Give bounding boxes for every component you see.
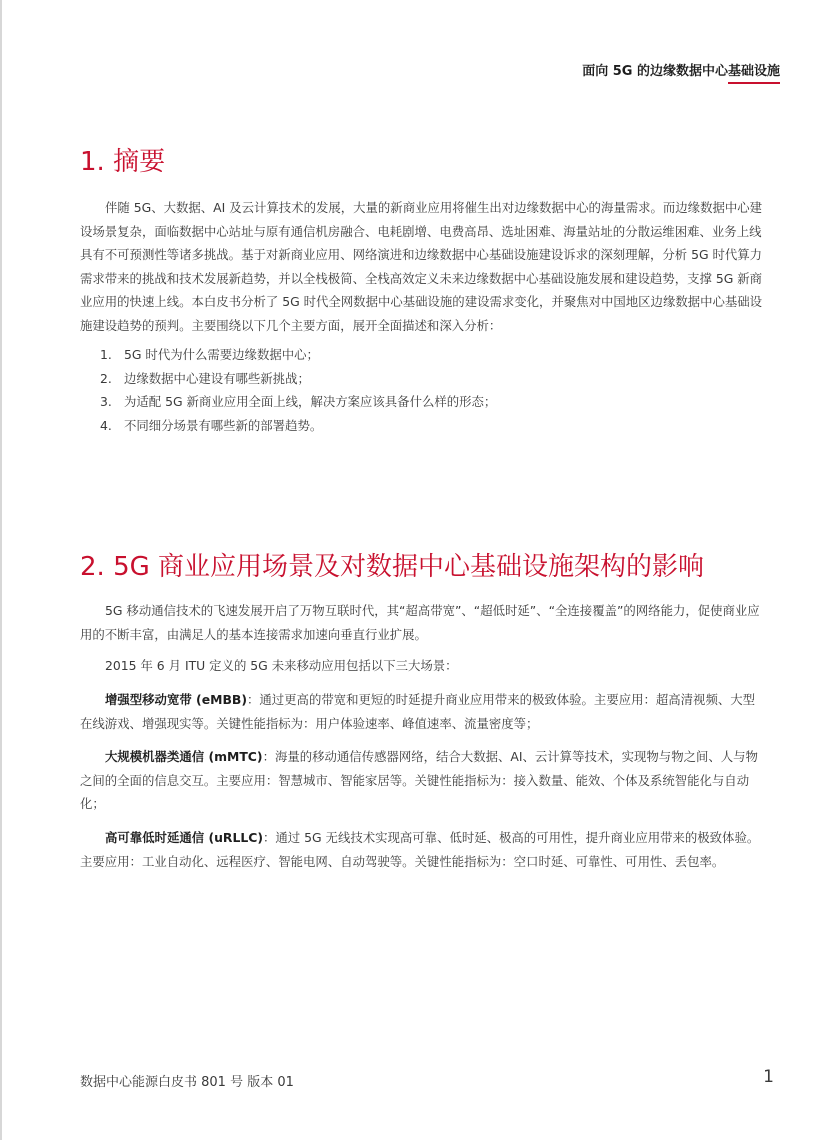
header-accent-rule xyxy=(728,82,780,84)
itu-paragraph: 2015 年 6 月 ITU 定义的 5G 未来移动应用包括以下三大场景： xyxy=(105,658,458,673)
page-edge xyxy=(0,0,2,1140)
scenario-text: ：海量的移动通信传感器网络，结合大数据、AI、云计算等技术，实现物与物之间、人与物之间的全面的信息交互。主要应用：智慧城市、智能家居等。关键性能指标为：接入数量、能效、个体及系统智能化与自动化； xyxy=(80,749,758,811)
list-item-text: 不同细分场景有哪些新的部署趋势。 xyxy=(124,417,323,433)
page-number: 1 xyxy=(763,1067,774,1087)
list-item-number: 2. xyxy=(100,370,112,386)
scenario-text: ：通过更高的带宽和更短的时延提升商业应用带来的极致体验。主要应用：超高清视频、大型在线游戏、增强现实等。关键性能指标为：用户体验速率、峰值速率、流量密度等； xyxy=(80,692,756,731)
summary-paragraph: 伴随 5G、大数据、AI 及云计算技术的发展，大量的新商业应用将催生出对边缘数据中心的海量需求。而边缘数据中心建设场景复杂，面临数据中心站址与原有通信机房融合、电耗剧增、电费高昂、选址困难、海量站址的分散运维困难、业务上线具有不可预测性等诸多挑战。基于对新商业应用、网络演进和边缘数据中心基础设施建设诉求的深刻理解，分析 5G 时代算力需求带来的挑战和技术发展新趋势，并以全栈极简、全栈高效定义未来边缘数据中心基础设施发展和建设趋势，支撑 5G 新商业应用的快速上线。本白皮书分析了 5G 时代全网数据中心基础设施的建设需求变化，并聚焦对中国地区边缘数据中心基础设施建设趋势的预判。主要围绕以下几个主要方面，展开全面描述和深入分析： xyxy=(80,200,763,333)
list-item-number: 3. xyxy=(100,394,112,409)
list-item xyxy=(80,367,763,391)
scenario-urllc xyxy=(80,826,763,873)
list-item-text: 5G 时代为什么需要边缘数据中心； xyxy=(124,347,319,362)
list-item-text: 边缘数据中心建设有哪些新挑战； xyxy=(124,370,310,386)
list-item-text: 为适配 5G 新商业应用全面上线，解决方案应该具备什么样的形态； xyxy=(124,394,497,409)
list-item-number: 4. xyxy=(100,417,112,433)
section-heading-5g-scenarios: 2. 5G 商业应用场景及对数据中心基础设施架构的影响 xyxy=(80,552,705,582)
header-title: 面向 5G 的边缘数据中心基础设施 xyxy=(582,64,780,79)
scenario-term: 高可靠低时延通信 (uRLLC) xyxy=(105,830,264,845)
summary-list xyxy=(80,343,763,437)
footer-document-id: 数据中心能源白皮书 801 号 版本 01 xyxy=(80,1075,294,1090)
scenario-text: ：通过 5G 无线技术实现高可靠、低时延、极高的可用性，提升商业应用带来的极致体验。主要应用：工业自动化、远程医疗、智能电网、自动驾驶等。关键性能指标为：空口时延、可靠性、可用性、丢包率。 xyxy=(80,830,760,869)
list-item xyxy=(80,414,763,438)
scenario-term: 大规模机器类通信 (mMTC) xyxy=(105,749,263,764)
scenario-mmtc xyxy=(80,745,763,816)
intro-paragraph: 5G 移动通信技术的飞速发展开启了万物互联时代，其“超高带宽”、“超低时延”、“全连接覆盖”的网络能力，促使商业应用的不断丰富，由满足人的基本连接需求加速向垂直行业扩展。 xyxy=(80,603,760,642)
scenario-embb xyxy=(80,688,763,735)
list-item-number: 1. xyxy=(100,347,112,362)
section-heading-summary: 1. 摘要 xyxy=(80,147,166,177)
list-item xyxy=(80,343,763,367)
scenario-term: 增强型移动宽带 (eMBB) xyxy=(105,692,247,707)
list-item xyxy=(80,390,763,414)
